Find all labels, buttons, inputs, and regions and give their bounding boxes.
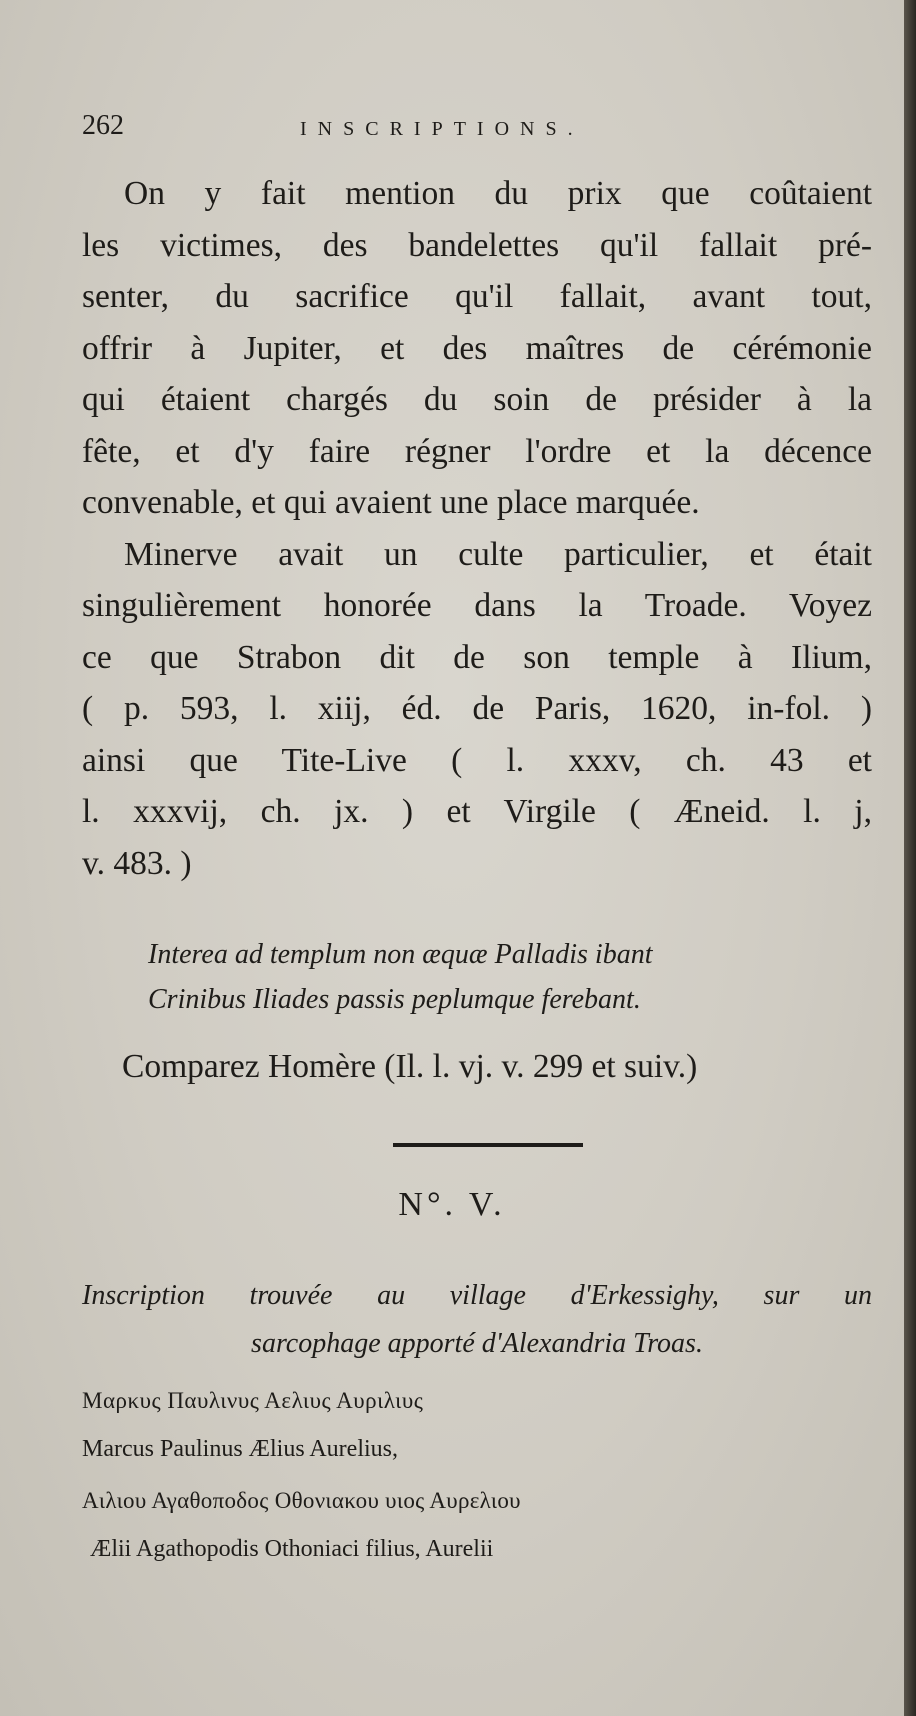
- latin-verse: [148, 932, 653, 1022]
- page-header: [82, 110, 872, 150]
- body-line: ( p. 593, l. xiij, éd. de Paris, 1620, in-fol. ): [82, 690, 872, 727]
- inscription-caption: [82, 1272, 872, 1368]
- section-number: N°. V.: [398, 1186, 506, 1223]
- body-line: v. 483. ): [82, 844, 192, 882]
- page-edge: [904, 0, 916, 1716]
- body-text: [82, 168, 872, 889]
- inscription-latin-line: Ælii Agathopodis Othoniaci filius, Aurelii: [90, 1536, 494, 1562]
- page-number: 262: [82, 110, 124, 141]
- body-line: convenable, et qui avaient une place marquée.: [82, 484, 700, 521]
- body-line: On y fait mention du prix que coûtaient: [124, 175, 872, 212]
- body-line: l. xxxvij, ch. jx. ) et Virgile ( Æneid. l. j,: [82, 793, 872, 830]
- body-line: fête, et d'y faire régner l'ordre et la décence: [82, 432, 872, 470]
- body-line: offrir à Jupiter, et des maîtres de cérémonie: [82, 329, 872, 367]
- body-line: senter, du sacrifice qu'il fallait, avant tout,: [82, 278, 872, 315]
- verse-line: Interea ad templum non æquæ Palladis ibant: [148, 939, 653, 970]
- caption-line: sarcophage apporté d'Alexandria Troas.: [251, 1328, 703, 1359]
- caption-line: Inscription trouvée au village d'Erkessighy, sur un: [82, 1280, 872, 1311]
- verse-line: Crinibus Iliades passis peplumque ferebant.: [148, 984, 641, 1015]
- body-line: qui étaient chargés du soin de présider à la: [82, 381, 872, 418]
- inscription-latin-line: Marcus Paulinus Ælius Aurelius,: [82, 1436, 398, 1462]
- body-line: les victimes, des bandelettes qu'il fallait pré-: [82, 226, 872, 264]
- body-line: Minerve avait un culte particulier, et était: [124, 535, 872, 573]
- compare-reference: Comparez Homère (Il. l. vj. v. 299 et suiv.): [122, 1048, 698, 1085]
- running-title: INSCRIPTIONS.: [300, 118, 584, 140]
- body-line: ce que Strabon dit de son temple à Ilium,: [82, 638, 872, 676]
- section-divider: [393, 1143, 583, 1147]
- body-line: singulièrement honorée dans la Troade. Voyez: [82, 587, 872, 624]
- inscription-greek-line: Μαρκυς Παυλινυς Αελιυς Αυριλιυς: [82, 1388, 424, 1413]
- inscription-greek-line: Αιλιου Αγαθοποδος Οθονιακου υιος Αυρελιου: [82, 1488, 521, 1513]
- body-line: ainsi que Tite-Live ( l. xxxv, ch. 43 et: [82, 741, 872, 779]
